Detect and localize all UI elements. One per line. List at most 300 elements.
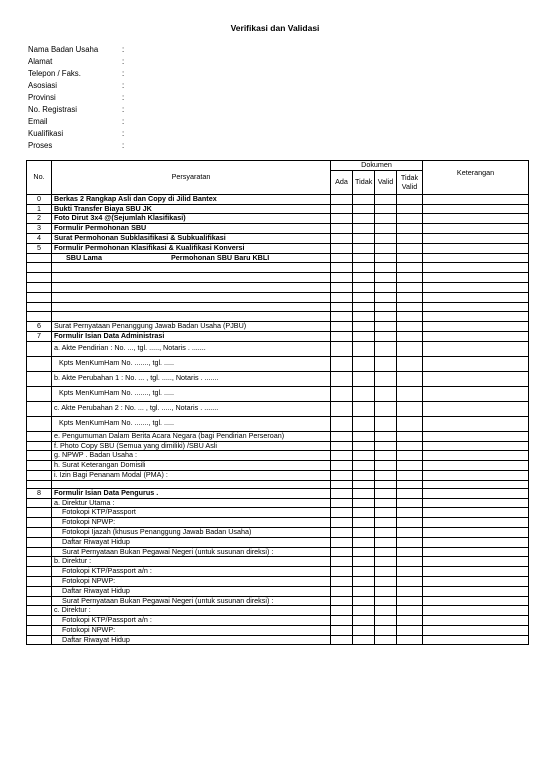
row-requirement [52, 302, 331, 312]
cell-ada[interactable] [331, 625, 353, 635]
row-number [27, 356, 52, 371]
table-row [27, 416, 529, 431]
cell-tidak[interactable] [353, 292, 375, 302]
cell-tidak[interactable] [353, 527, 375, 537]
cell-tidak-valid[interactable] [397, 302, 423, 312]
cell-tidak-valid[interactable] [397, 527, 423, 537]
cell-tidak[interactable] [353, 576, 375, 586]
table-row [27, 537, 529, 547]
cell-tidak[interactable] [353, 431, 375, 441]
row-number [27, 596, 52, 606]
cell-tidak[interactable] [353, 635, 375, 645]
row-requirement [52, 282, 331, 292]
cell-keterangan[interactable] [423, 461, 529, 471]
row-number [27, 518, 52, 528]
cell-valid[interactable] [375, 441, 397, 451]
cell-valid[interactable] [375, 488, 397, 498]
cell-ada[interactable] [331, 635, 353, 645]
cell-tidak-valid[interactable] [397, 312, 423, 322]
cell-keterangan[interactable] [423, 292, 529, 302]
cell-valid[interactable] [375, 431, 397, 441]
row-requirement: e. Pengumuman Dalam Berita Acara Negara (bagi Pendirian Perseroan) [52, 431, 331, 441]
cell-valid[interactable] [375, 480, 397, 488]
cell-ada[interactable] [331, 341, 353, 356]
cell-keterangan[interactable] [423, 204, 529, 214]
cell-tidak-valid[interactable] [397, 263, 423, 273]
info-colon: : [122, 81, 125, 90]
row-number [27, 292, 52, 302]
cell-tidak-valid[interactable] [397, 253, 423, 263]
cell-tidak[interactable] [353, 401, 375, 416]
cell-keterangan[interactable] [423, 547, 529, 557]
cell-keterangan[interactable] [423, 557, 529, 567]
cell-valid[interactable] [375, 263, 397, 273]
cell-tidak[interactable] [353, 356, 375, 371]
row-number [27, 547, 52, 557]
cell-ada[interactable] [331, 461, 353, 471]
row-requirement: Surat Permohonan Subklasifikasi & Subkualifikasi [52, 233, 331, 243]
cell-valid[interactable] [375, 292, 397, 302]
cell-keterangan[interactable] [423, 312, 529, 322]
cell-tidak[interactable] [353, 606, 375, 616]
row-number: 1 [27, 204, 52, 214]
row-requirement: Surat Pernyataan Bukan Pegawai Negeri (untuk susunan direksi) : [52, 596, 331, 606]
info-label: Telepon / Faks. [28, 69, 81, 78]
info-colon: : [122, 45, 125, 54]
cell-tidak-valid[interactable] [397, 194, 423, 204]
cell-tidak-valid[interactable] [397, 224, 423, 234]
cell-tidak[interactable] [353, 461, 375, 471]
cell-tidak-valid[interactable] [397, 204, 423, 214]
cell-ada[interactable] [331, 576, 353, 586]
cell-tidak-valid[interactable] [397, 243, 423, 253]
header-tidak-valid: Tidak Valid [397, 170, 423, 194]
row-number: 7 [27, 331, 52, 341]
cell-tidak-valid[interactable] [397, 401, 423, 416]
cell-keterangan[interactable] [423, 480, 529, 488]
cell-valid[interactable] [375, 233, 397, 243]
cell-tidak[interactable] [353, 224, 375, 234]
cell-keterangan[interactable] [423, 371, 529, 386]
cell-keterangan[interactable] [423, 233, 529, 243]
cell-keterangan[interactable] [423, 253, 529, 263]
cell-tidak-valid[interactable] [397, 586, 423, 596]
cell-tidak-valid[interactable] [397, 282, 423, 292]
cell-tidak-valid[interactable] [397, 461, 423, 471]
cell-tidak[interactable] [353, 263, 375, 273]
cell-keterangan[interactable] [423, 527, 529, 537]
cell-tidak-valid[interactable] [397, 371, 423, 386]
cell-ada[interactable] [331, 302, 353, 312]
table-row [27, 356, 529, 371]
cell-keterangan[interactable] [423, 451, 529, 461]
cell-tidak[interactable] [353, 416, 375, 431]
cell-ada[interactable] [331, 401, 353, 416]
cell-keterangan[interactable] [423, 243, 529, 253]
info-label: Email [28, 117, 48, 126]
table-row [27, 508, 529, 518]
cell-keterangan[interactable] [423, 586, 529, 596]
cell-tidak-valid[interactable] [397, 576, 423, 586]
cell-ada[interactable] [331, 224, 353, 234]
cell-tidak[interactable] [353, 557, 375, 567]
cell-tidak-valid[interactable] [397, 331, 423, 341]
cell-tidak-valid[interactable] [397, 451, 423, 461]
info-row [28, 80, 124, 92]
row-requirement: Kpts MenKumHam No. ......., tgl. ..... [52, 386, 331, 401]
cell-valid[interactable] [375, 312, 397, 322]
cell-valid[interactable] [375, 282, 397, 292]
row-requirement: c. Akte Perubahan 2 : No. ... , tgl. ....., Notaris . ....... [52, 401, 331, 416]
table-row [27, 470, 529, 480]
cell-ada[interactable] [331, 498, 353, 508]
row-number [27, 441, 52, 451]
table-row [27, 431, 529, 441]
row-requirement: Formulir Permohonan SBU [52, 224, 331, 234]
cell-keterangan[interactable] [423, 224, 529, 234]
cell-tidak[interactable] [353, 243, 375, 253]
cell-valid[interactable] [375, 596, 397, 606]
cell-ada[interactable] [331, 371, 353, 386]
cell-tidak-valid[interactable] [397, 214, 423, 224]
cell-keterangan[interactable] [423, 282, 529, 292]
row-requirement: Surat Pernyataan Bukan Pegawai Negeri (untuk susunan direksi) : [52, 547, 331, 557]
cell-ada[interactable] [331, 322, 353, 332]
cell-tidak[interactable] [353, 470, 375, 480]
cell-valid[interactable] [375, 451, 397, 461]
cell-tidak-valid[interactable] [397, 480, 423, 488]
cell-tidak[interactable] [353, 341, 375, 356]
cell-tidak[interactable] [353, 586, 375, 596]
cell-tidak[interactable] [353, 451, 375, 461]
cell-ada[interactable] [331, 386, 353, 401]
cell-ada[interactable] [331, 273, 353, 283]
cell-ada[interactable] [331, 596, 353, 606]
cell-valid[interactable] [375, 273, 397, 283]
cell-valid[interactable] [375, 401, 397, 416]
cell-keterangan[interactable] [423, 567, 529, 577]
cell-ada[interactable] [331, 331, 353, 341]
row-number [27, 371, 52, 386]
cell-keterangan[interactable] [423, 322, 529, 332]
info-row [28, 92, 124, 104]
row-number [27, 451, 52, 461]
cell-tidak-valid[interactable] [397, 498, 423, 508]
cell-tidak[interactable] [353, 322, 375, 332]
cell-ada[interactable] [331, 616, 353, 626]
info-label: No. Registrasi [28, 105, 77, 114]
cell-tidak-valid[interactable] [397, 606, 423, 616]
row-number [27, 302, 52, 312]
cell-tidak[interactable] [353, 204, 375, 214]
cell-ada[interactable] [331, 508, 353, 518]
cell-tidak-valid[interactable] [397, 341, 423, 356]
cell-tidak-valid[interactable] [397, 596, 423, 606]
cell-keterangan[interactable] [423, 596, 529, 606]
cell-tidak-valid[interactable] [397, 635, 423, 645]
cell-valid[interactable] [375, 470, 397, 480]
row-requirement: b. Direktur : [52, 557, 331, 567]
info-label: Kualifikasi [28, 129, 64, 138]
cell-valid[interactable] [375, 527, 397, 537]
table-row [27, 322, 529, 332]
cell-valid[interactable] [375, 606, 397, 616]
cell-ada[interactable] [331, 567, 353, 577]
cell-keterangan[interactable] [423, 635, 529, 645]
row-requirement: Bukti Transfer Biaya SBU JK [52, 204, 331, 214]
table-row [27, 518, 529, 528]
cell-valid[interactable] [375, 204, 397, 214]
info-row [28, 68, 124, 80]
cell-tidak-valid[interactable] [397, 416, 423, 431]
cell-valid[interactable] [375, 635, 397, 645]
cell-valid[interactable] [375, 331, 397, 341]
cell-ada[interactable] [331, 292, 353, 302]
cell-tidak[interactable] [353, 547, 375, 557]
cell-ada[interactable] [331, 194, 353, 204]
cell-keterangan[interactable] [423, 441, 529, 451]
cell-tidak-valid[interactable] [397, 322, 423, 332]
table-row [27, 527, 529, 537]
info-label: Alamat [28, 57, 53, 66]
cell-ada[interactable] [331, 451, 353, 461]
cell-keterangan[interactable] [423, 625, 529, 635]
cell-valid[interactable] [375, 322, 397, 332]
row-number: 5 [27, 243, 52, 253]
row-requirement: g. NPWP . Badan Usaha : [52, 451, 331, 461]
cell-tidak[interactable] [353, 302, 375, 312]
header-persyaratan: Persyaratan [52, 161, 331, 195]
cell-tidak[interactable] [353, 253, 375, 263]
row-number [27, 263, 52, 273]
row-number [27, 635, 52, 645]
cell-tidak[interactable] [353, 214, 375, 224]
cell-valid[interactable] [375, 576, 397, 586]
cell-keterangan[interactable] [423, 508, 529, 518]
table-row [27, 451, 529, 461]
row-requirement: Formulir Permohonan Klasifikasi & Kualifikasi Konversi [52, 243, 331, 253]
cell-ada[interactable] [331, 547, 353, 557]
cell-valid[interactable] [375, 616, 397, 626]
cell-valid[interactable] [375, 557, 397, 567]
cell-valid[interactable] [375, 386, 397, 401]
cell-ada[interactable] [331, 312, 353, 322]
cell-tidak[interactable] [353, 480, 375, 488]
cell-ada[interactable] [331, 537, 353, 547]
cell-valid[interactable] [375, 518, 397, 528]
cell-tidak-valid[interactable] [397, 625, 423, 635]
cell-keterangan[interactable] [423, 518, 529, 528]
row-number [27, 576, 52, 586]
cell-ada[interactable] [331, 606, 353, 616]
cell-valid[interactable] [375, 214, 397, 224]
cell-valid[interactable] [375, 243, 397, 253]
cell-valid[interactable] [375, 537, 397, 547]
new-sbu-label: Permohonan SBU Baru KBLI [171, 253, 270, 262]
row-requirement: Formulir Isian Data Pengurus . [52, 488, 331, 498]
cell-tidak[interactable] [353, 537, 375, 547]
row-number [27, 416, 52, 431]
cell-ada[interactable] [331, 233, 353, 243]
info-row [28, 140, 124, 152]
cell-keterangan[interactable] [423, 263, 529, 273]
row-number [27, 625, 52, 635]
cell-tidak-valid[interactable] [397, 233, 423, 243]
cell-keterangan[interactable] [423, 616, 529, 626]
cell-keterangan[interactable] [423, 302, 529, 312]
cell-ada[interactable] [331, 214, 353, 224]
cell-ada[interactable] [331, 557, 353, 567]
cell-tidak[interactable] [353, 625, 375, 635]
cell-ada[interactable] [331, 416, 353, 431]
row-number [27, 498, 52, 508]
cell-valid[interactable] [375, 416, 397, 431]
table-row [27, 233, 529, 243]
cell-tidak-valid[interactable] [397, 441, 423, 451]
cell-tidak[interactable] [353, 508, 375, 518]
cell-keterangan[interactable] [423, 356, 529, 371]
cell-keterangan[interactable] [423, 488, 529, 498]
cell-tidak-valid[interactable] [397, 431, 423, 441]
cell-keterangan[interactable] [423, 470, 529, 480]
row-requirement: a. Akte Pendirian : No. ..., tgl. ....., Notaris . ....... [52, 341, 331, 356]
cell-keterangan[interactable] [423, 537, 529, 547]
row-requirement: Fotokopi KTP/Passport a/n : [52, 616, 331, 626]
cell-keterangan[interactable] [423, 214, 529, 224]
cell-tidak-valid[interactable] [397, 356, 423, 371]
cell-valid[interactable] [375, 371, 397, 386]
cell-tidak[interactable] [353, 441, 375, 451]
cell-ada[interactable] [331, 518, 353, 528]
info-colon: : [122, 105, 125, 114]
cell-tidak[interactable] [353, 233, 375, 243]
row-requirement: Foto Dirut 3x4 @(Sejumlah Klasifikasi) [52, 214, 331, 224]
cell-valid[interactable] [375, 586, 397, 596]
cell-keterangan[interactable] [423, 273, 529, 283]
cell-tidak[interactable] [353, 386, 375, 401]
cell-valid[interactable] [375, 341, 397, 356]
cell-ada[interactable] [331, 204, 353, 214]
table-row [27, 341, 529, 356]
cell-tidak[interactable] [353, 518, 375, 528]
table-row [27, 635, 529, 645]
cell-valid[interactable] [375, 356, 397, 371]
cell-tidak-valid[interactable] [397, 386, 423, 401]
cell-tidak[interactable] [353, 312, 375, 322]
cell-tidak[interactable] [353, 331, 375, 341]
cell-ada[interactable] [331, 253, 353, 263]
cell-ada[interactable] [331, 263, 353, 273]
cell-keterangan[interactable] [423, 498, 529, 508]
cell-valid[interactable] [375, 498, 397, 508]
cell-ada[interactable] [331, 431, 353, 441]
cell-valid[interactable] [375, 302, 397, 312]
cell-tidak-valid[interactable] [397, 470, 423, 480]
cell-keterangan[interactable] [423, 416, 529, 431]
row-requirement: Fotokopi KTP/Passport [52, 508, 331, 518]
row-requirement: Daftar Riwayat Hidup [52, 635, 331, 645]
cell-tidak-valid[interactable] [397, 547, 423, 557]
cell-ada[interactable] [331, 488, 353, 498]
cell-tidak[interactable] [353, 596, 375, 606]
cell-tidak-valid[interactable] [397, 508, 423, 518]
cell-valid[interactable] [375, 224, 397, 234]
cell-valid[interactable] [375, 194, 397, 204]
row-number [27, 282, 52, 292]
table-row [27, 224, 529, 234]
cell-keterangan[interactable] [423, 431, 529, 441]
cell-tidak-valid[interactable] [397, 567, 423, 577]
table-row [27, 243, 529, 253]
row-requirement: i. Izin Bagi Penanam Modal (PMA) : [52, 470, 331, 480]
header-ada: Ada [331, 170, 353, 194]
cell-ada[interactable] [331, 470, 353, 480]
cell-tidak-valid[interactable] [397, 488, 423, 498]
cell-keterangan[interactable] [423, 331, 529, 341]
cell-tidak[interactable] [353, 282, 375, 292]
row-requirement: c. Direktur : [52, 606, 331, 616]
cell-ada[interactable] [331, 356, 353, 371]
cell-valid[interactable] [375, 567, 397, 577]
verification-table [26, 160, 529, 645]
info-colon: : [122, 57, 125, 66]
cell-tidak-valid[interactable] [397, 273, 423, 283]
cell-tidak[interactable] [353, 498, 375, 508]
cell-ada[interactable] [331, 243, 353, 253]
cell-ada[interactable] [331, 282, 353, 292]
cell-keterangan[interactable] [423, 341, 529, 356]
cell-tidak-valid[interactable] [397, 537, 423, 547]
row-requirement: Formulir Isian Data Administrasi [52, 331, 331, 341]
row-number: 4 [27, 233, 52, 243]
cell-tidak-valid[interactable] [397, 292, 423, 302]
cell-valid[interactable] [375, 253, 397, 263]
cell-keterangan[interactable] [423, 386, 529, 401]
row-number: 3 [27, 224, 52, 234]
cell-valid[interactable] [375, 625, 397, 635]
row-number: 0 [27, 194, 52, 204]
cell-valid[interactable] [375, 547, 397, 557]
cell-tidak[interactable] [353, 371, 375, 386]
cell-tidak[interactable] [353, 488, 375, 498]
row-requirement: Fotokopi NPWP: [52, 576, 331, 586]
cell-tidak-valid[interactable] [397, 616, 423, 626]
row-requirement: Berkas 2 Rangkap Asli dan Copy di Jilid Bantex [52, 194, 331, 204]
cell-ada[interactable] [331, 480, 353, 488]
cell-keterangan[interactable] [423, 576, 529, 586]
cell-valid[interactable] [375, 508, 397, 518]
cell-ada[interactable] [331, 527, 353, 537]
cell-ada[interactable] [331, 441, 353, 451]
cell-tidak-valid[interactable] [397, 518, 423, 528]
cell-tidak[interactable] [353, 194, 375, 204]
cell-valid[interactable] [375, 461, 397, 471]
info-label: Nama Badan Usaha [28, 45, 99, 54]
table-row [27, 331, 529, 341]
cell-tidak[interactable] [353, 567, 375, 577]
row-requirement: Fotokopi KTP/Passport a/n : [52, 567, 331, 577]
table-row [27, 616, 529, 626]
cell-tidak-valid[interactable] [397, 557, 423, 567]
cell-tidak[interactable] [353, 273, 375, 283]
table-row [27, 204, 529, 214]
cell-ada[interactable] [331, 586, 353, 596]
cell-keterangan[interactable] [423, 401, 529, 416]
cell-keterangan[interactable] [423, 194, 529, 204]
cell-keterangan[interactable] [423, 606, 529, 616]
row-number: 8 [27, 488, 52, 498]
cell-tidak[interactable] [353, 616, 375, 626]
